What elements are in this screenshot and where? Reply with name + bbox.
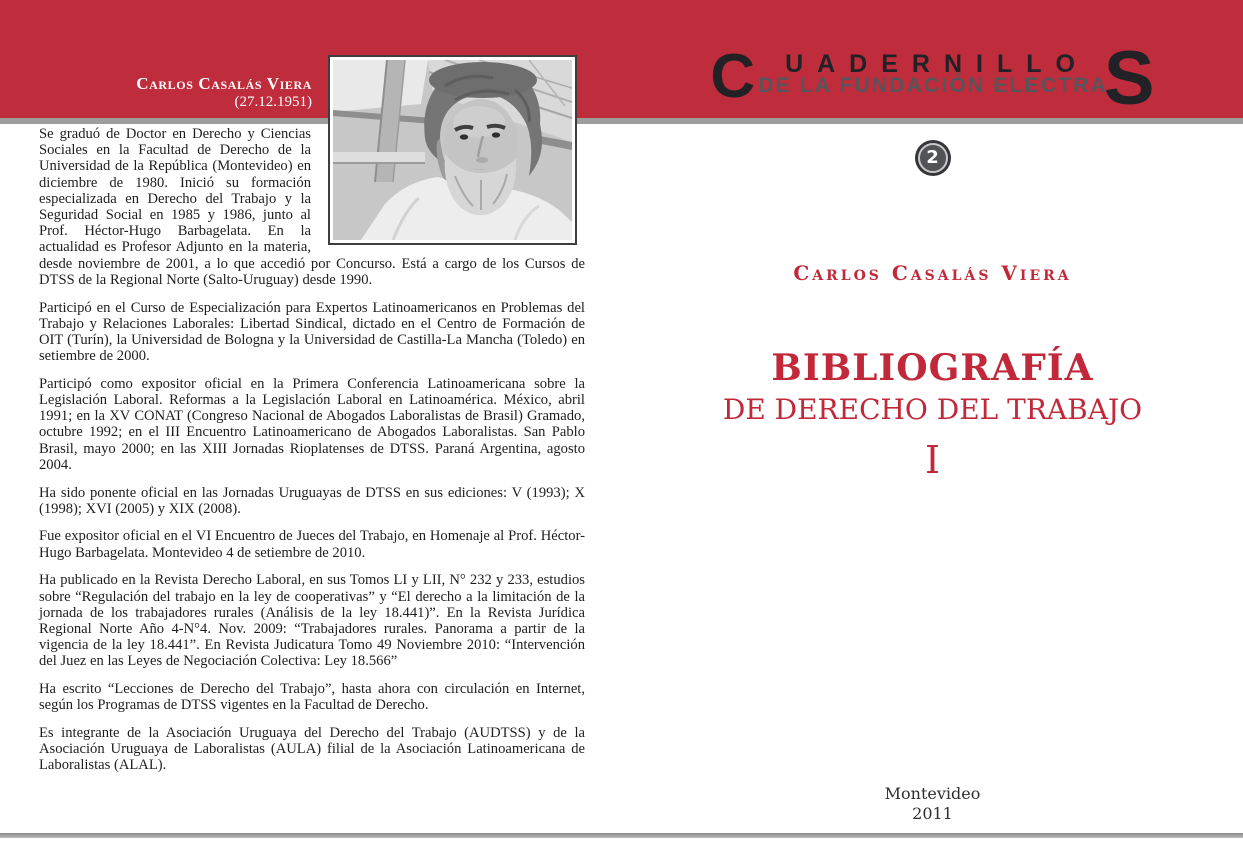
imprint-city: Montevideo xyxy=(884,784,981,803)
back-cover-author-block xyxy=(0,74,312,111)
bio-paragraph: Se graduó de Doctor en Derecho y Ciencias Sociales en la Facultad de Derecho de la Universidad de la República (Montevideo) en diciembre de 1980. Inició su formación especializada en Derecho del Trabajo y la Seguridad Social en 1985 y 1986, junto al Prof. Héctor-Hugo Barbagelata. En la actualidad es Profesor Adjunto en la materia, desde noviembre de 2001, a lo que accedió por Concurso. Está a cargo de los Cursos de DTSS de la Regional Norte (Salto-Uruguay) desde 1990. xyxy=(39,126,585,288)
issue-number: 2 xyxy=(926,147,939,168)
bio-paragraph: Es integrante de la Asociación Uruguaya del Derecho del Trabajo (AUDTSS) y de la Asociación Uruguaya de Laboralistas (AULA) filial de la Asociación Latinoamericana de Laboralistas (ALAL). xyxy=(39,725,585,774)
imprint-year: 2011 xyxy=(912,804,953,823)
volume-numeral: I xyxy=(924,438,940,482)
book-title-line2: DE DERECHO DEL TRABAJO xyxy=(722,393,1143,426)
imprint-block xyxy=(622,784,1243,824)
bio-paragraph: Participó como expositor oficial en la Primera Conferencia Latinoamericana sobre la Legislación Laboral. Reformas a la Legislación Laboral en Latinoamérica. México, abril 1991; en la XV CONAT (Congreso Nacional de Abogados Laboralistas de Brasil) Gramado, octubre 1992; en el III Encuentro Latinoamericano de Abogados Laboralistas. San Pablo Brasil, mayo 2000; en las XIII Jornadas Rioplatenses de DTSS. Paraná Argentina, agosto 2004. xyxy=(39,375,585,473)
photo-wrap-spacer xyxy=(311,126,585,248)
logo-final-letter: S xyxy=(1103,36,1155,121)
logo-subtitle: DE LA FUNDACIÓN ELECTRA xyxy=(758,74,1108,97)
cover-author-name: Carlos Casalás Viera xyxy=(793,261,1072,285)
logo-word-middle: UADERNILLO xyxy=(785,50,1089,78)
bio-paragraph: Ha escrito “Lecciones de Derecho del Trabajo”, hasta ahora con circulación en Internet, según los Programas de DTSS vigentes en la Facultad de Derecho. xyxy=(39,681,585,714)
bio-paragraph: Ha sido ponente oficial en las Jornadas Uruguayas de DTSS en sus ediciones: V (1993); X (1998); XVI (2005) y XIX (2008). xyxy=(39,484,585,517)
bottom-rule xyxy=(0,833,1243,838)
author-biography xyxy=(39,126,585,785)
author-name: Carlos Casalás Viera xyxy=(136,74,312,93)
bio-paragraph: Participó en el Curso de Especialización para Expertos Latinoamericanos en Problemas del Trabajo y Relaciones Laborales: Libertad Sindical, dictado en el Centro de Formación de OIT (Turín), la Universidad de Bologna y la Universidad de Castilla-La Mancha (Toledo) en setiembre de 2000. xyxy=(39,299,585,365)
book-title-line1: BIBLIOGRAFÍA xyxy=(771,347,1094,389)
bio-paragraph: Fue expositor oficial en el VI Encuentro de Jueces del Trabajo, en Homenaje al Prof. Héctor-Hugo Barbagelata. Montevideo 4 de setiembre de 2010. xyxy=(39,528,585,561)
bio-paragraph: Ha publicado en la Revista Derecho Laboral, en sus Tomos LI y LII, N° 232 y 233, estudios sobre “Regulación del trabajo en la ley de cooperativas” y “El derecho a la limitación de la jornada de los trabajadores rurales (Análisis de la ley 18.441)”. En la Revista Jurídica Regional Norte Año 4-N°4. Nov. 2009: “Trabajadores rurales. Panorama a partir de la vigencia de la ley 18.441”. En Revista Judicatura Tomo 49 Noviembre 2010: “Intervención del Juez en las Leyes de Negociación Colectiva: Ley 18.566” xyxy=(39,572,585,670)
publisher-logo xyxy=(622,36,1243,121)
author-birth-date: (27.12.1951) xyxy=(234,94,312,110)
front-cover xyxy=(622,0,1243,845)
logo-middle-block xyxy=(758,52,1108,96)
issue-number-badge xyxy=(918,143,948,173)
logo-initial-letter: C xyxy=(710,42,756,111)
